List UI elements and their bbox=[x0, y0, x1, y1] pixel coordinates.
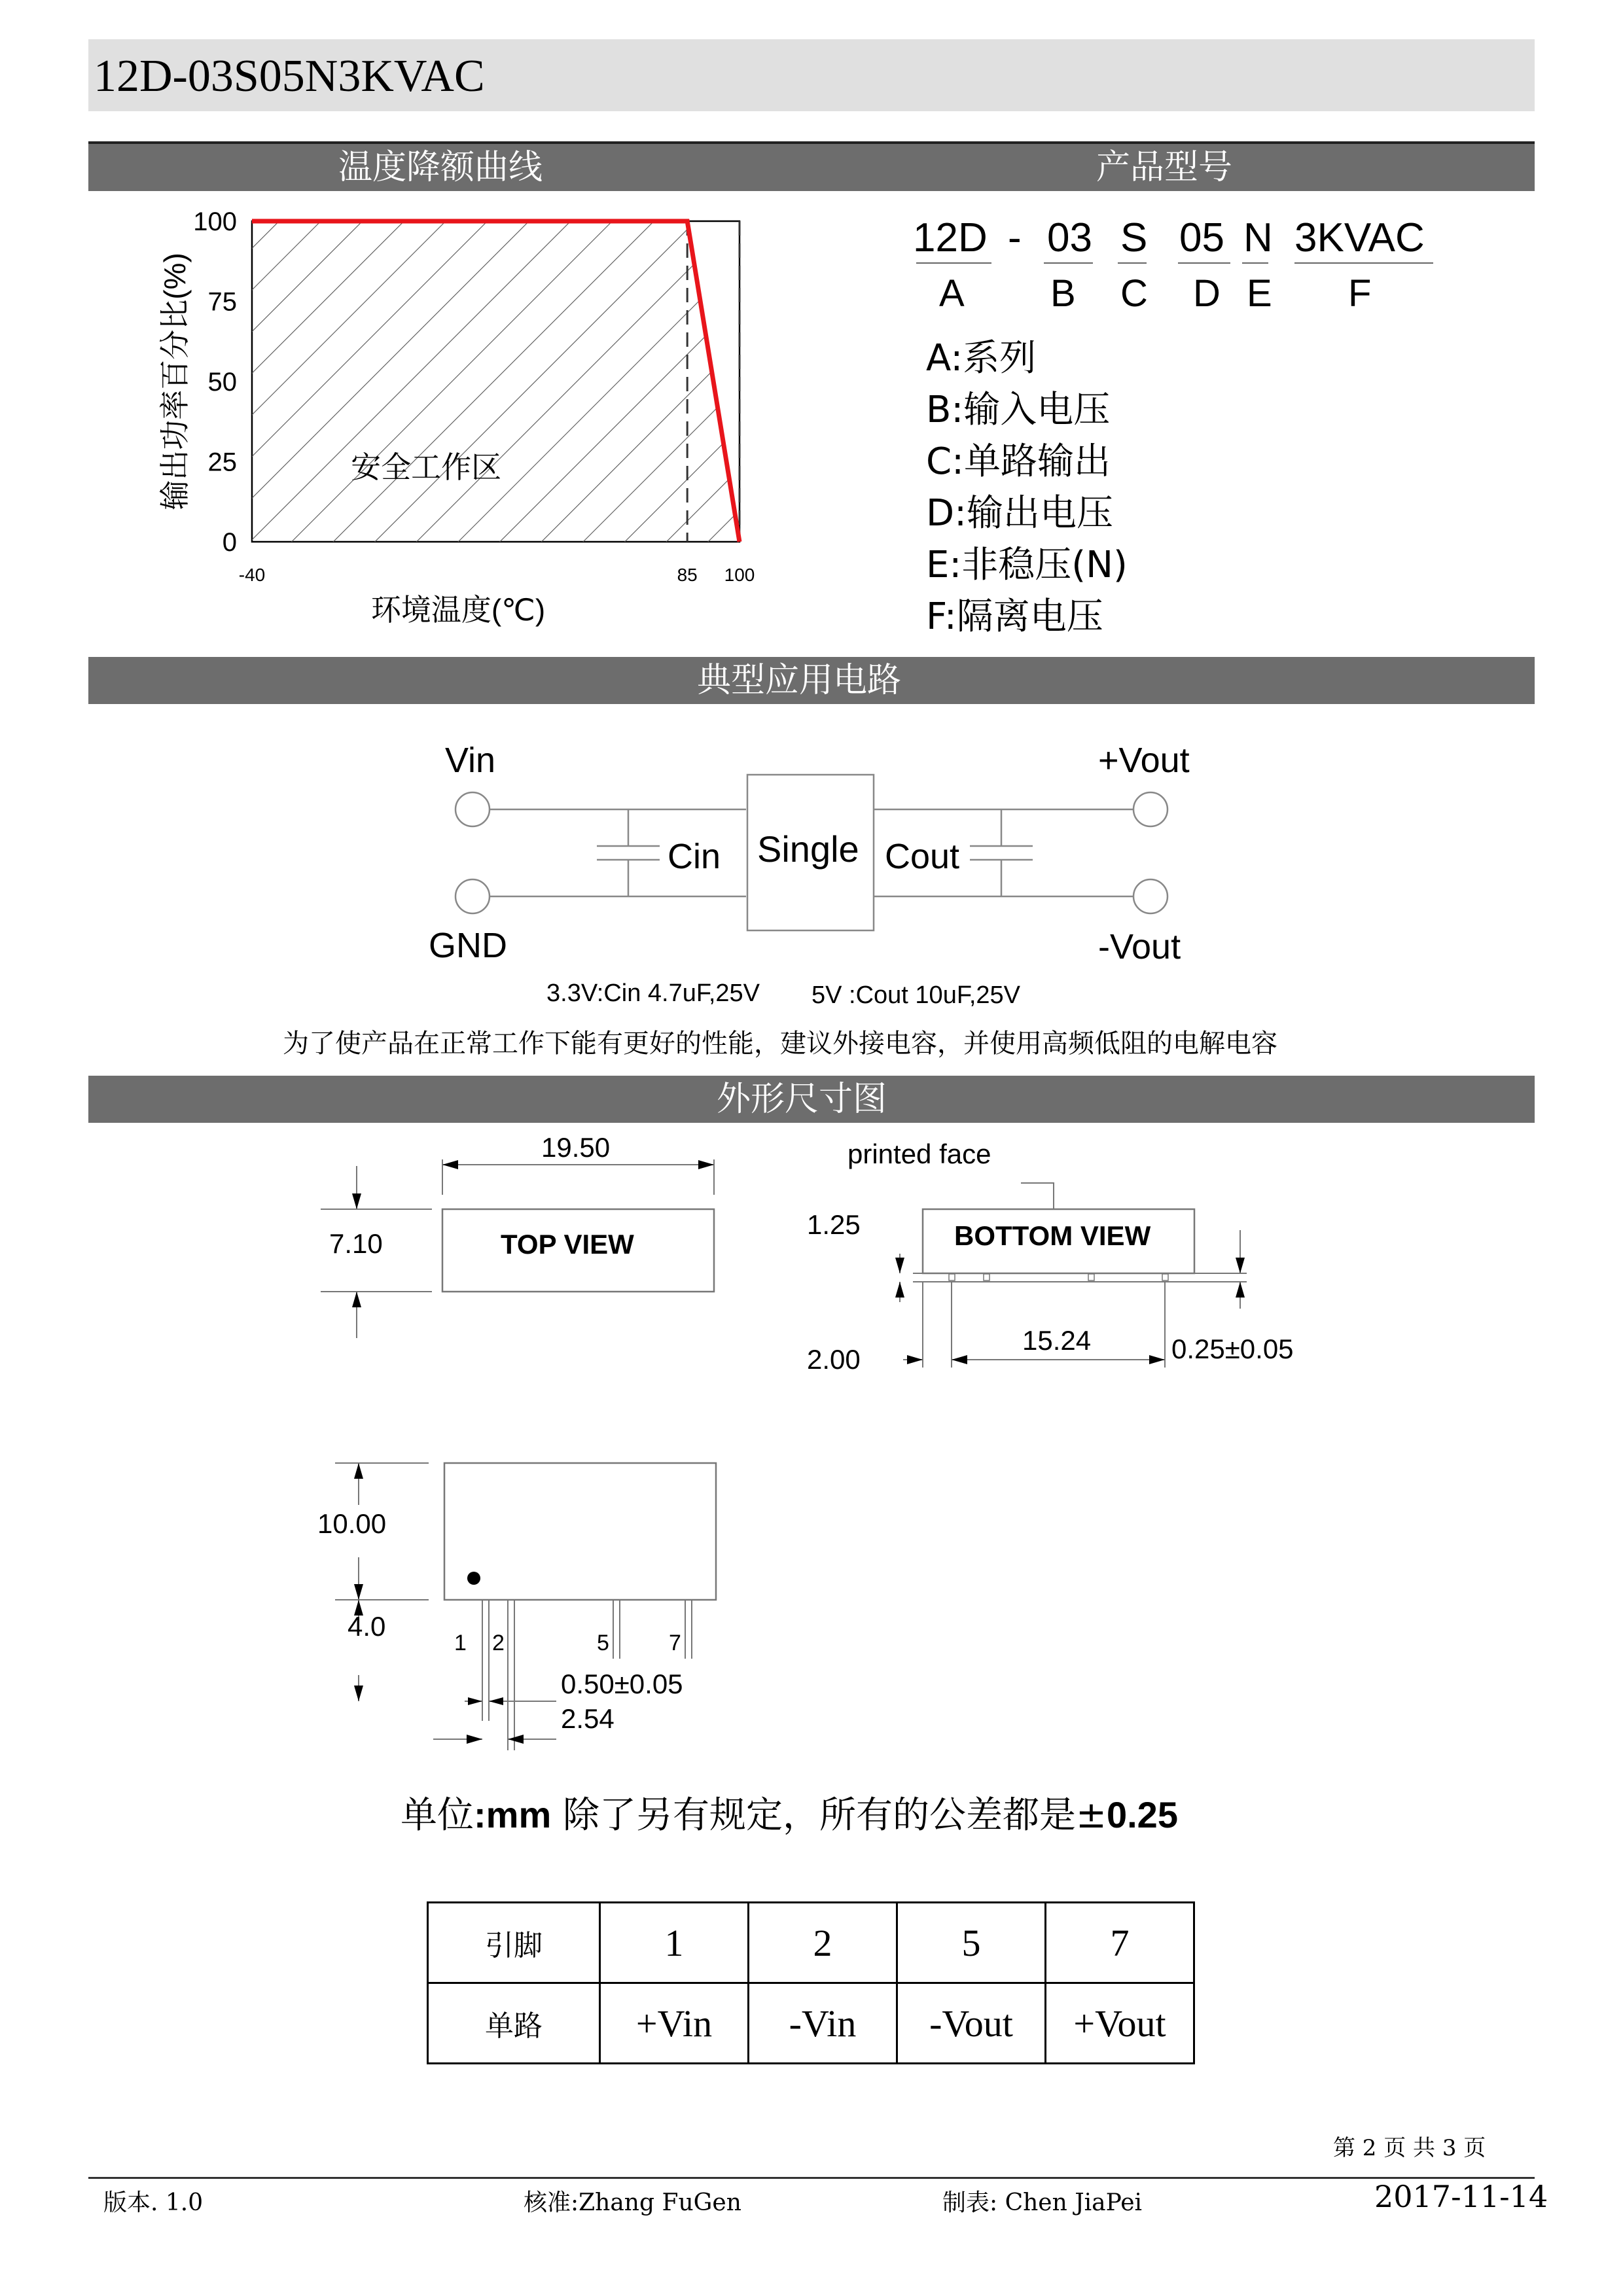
dim-pin-width: 0.50±0.05 bbox=[561, 1669, 683, 1699]
pin-number-5: 5 bbox=[597, 1631, 609, 1655]
model-part-dash: - bbox=[1008, 215, 1022, 260]
unit-mm: :mm bbox=[474, 1794, 552, 1835]
section-title-derating: 温度降额曲线 bbox=[338, 148, 543, 187]
gnd-terminal bbox=[455, 879, 490, 913]
dim-edge: 2.00 bbox=[807, 1344, 861, 1375]
model-legend-A: A:系列 bbox=[926, 337, 1037, 380]
cout-spec: 5V :Cout 10uF,25V bbox=[812, 981, 1020, 1009]
pin-number-7: 7 bbox=[669, 1631, 681, 1655]
derating-chart bbox=[0, 0, 785, 654]
y-axis-label: 输出功率百分比(%) bbox=[158, 253, 192, 510]
dim-standoff: 1.25 bbox=[807, 1209, 861, 1240]
top-view-label: TOP VIEW bbox=[501, 1229, 634, 1260]
pin-number-1: 1 bbox=[454, 1631, 467, 1655]
vin-terminal bbox=[455, 792, 490, 826]
safe-area-hatch bbox=[252, 221, 740, 542]
section-bar-circuit bbox=[88, 657, 1535, 704]
pin-number-2: 2 bbox=[492, 1631, 505, 1655]
side-view-drawing bbox=[335, 1463, 716, 1750]
dim-length: 19.50 bbox=[541, 1132, 611, 1163]
y-tick-label: 0 bbox=[222, 528, 237, 557]
pin-header-label: 引脚 bbox=[428, 1903, 600, 1983]
model-part-F: 3KVAC bbox=[1294, 215, 1425, 260]
table-row bbox=[428, 1903, 1194, 1983]
gnd-label: GND bbox=[429, 926, 507, 965]
x-tick-label: 85 bbox=[677, 565, 698, 585]
model-letter-E: E bbox=[1247, 272, 1272, 315]
y-tick-label: 50 bbox=[207, 368, 237, 397]
dim-pitch-span: 15.24 bbox=[1022, 1325, 1092, 1356]
function-cell: -Vout bbox=[897, 1983, 1046, 2064]
dim-pin-thickness: 0.25±0.05 bbox=[1171, 1333, 1294, 1364]
section-title-dimensions: 外形尺寸图 bbox=[717, 1080, 887, 1119]
vout-neg-label: -Vout bbox=[1098, 927, 1181, 966]
table-row bbox=[428, 1983, 1194, 2064]
bottom-view-label: BOTTOM VIEW bbox=[954, 1220, 1151, 1251]
x-axis-label: 环境温度(℃) bbox=[370, 593, 546, 627]
printed-face-label: printed face bbox=[847, 1139, 991, 1169]
x-tick-label: -40 bbox=[238, 565, 266, 585]
model-letter-F: F bbox=[1348, 272, 1372, 315]
tolerance-note bbox=[401, 1786, 1178, 1839]
pin-cell: 7 bbox=[1046, 1903, 1194, 1983]
cin-capacitor bbox=[597, 809, 660, 896]
unit-prefix: 单位 bbox=[401, 1794, 474, 1837]
cout-label: Cout bbox=[885, 837, 960, 876]
model-legend-C: C:单路输出 bbox=[926, 440, 1111, 483]
footer-divider bbox=[88, 2177, 1535, 2179]
safe-area-label: 安全工作区 bbox=[351, 450, 502, 484]
cout-capacitor bbox=[970, 809, 1033, 896]
page-number: 第 2 页 共 3 页 bbox=[1333, 2135, 1486, 2161]
x-tick-label: 100 bbox=[724, 565, 755, 585]
pin-cell: 5 bbox=[897, 1903, 1046, 1983]
row-label-single: 单路 bbox=[428, 1983, 600, 2064]
document-title: 12D-03S05N3KVAC bbox=[94, 51, 485, 101]
section-title-model: 产品型号 bbox=[1096, 148, 1233, 187]
footer-approved: 核准:Zhang FuGen bbox=[524, 2189, 741, 2216]
footer-date: 2017-11-14 bbox=[1374, 2179, 1548, 2214]
model-part-D: 05 bbox=[1179, 215, 1224, 260]
model-part-B: 03 bbox=[1047, 215, 1092, 260]
model-part-A: 12D bbox=[913, 215, 988, 260]
dim-pin-length: 4.0 bbox=[348, 1611, 386, 1642]
model-part-E: N bbox=[1243, 215, 1273, 260]
capacitor-note: 为了使产品在正常工作下能有更好的性能，建议外接电容，并使用高频低阻的电解电容 bbox=[283, 1029, 1277, 1059]
footer-prepared: 制表: Chen JiaPei bbox=[942, 2189, 1143, 2216]
pin-function-table bbox=[427, 1901, 1195, 2064]
function-cell: +Vin bbox=[600, 1983, 749, 2064]
module-label: Single bbox=[757, 828, 859, 870]
model-part-C: S bbox=[1120, 215, 1148, 260]
function-cell: +Vout bbox=[1046, 1983, 1194, 2064]
model-legend-F: F:隔离电压 bbox=[926, 595, 1103, 638]
vout-pos-terminal bbox=[1133, 792, 1168, 826]
y-tick-label: 75 bbox=[207, 287, 237, 317]
model-underlines bbox=[910, 260, 1446, 267]
pin1-marker-dot bbox=[467, 1572, 480, 1585]
vout-pos-label: +Vout bbox=[1098, 741, 1190, 780]
pin-cell: 2 bbox=[749, 1903, 897, 1983]
y-tick-label: 100 bbox=[193, 207, 237, 236]
model-letter-C: C bbox=[1120, 272, 1148, 315]
section-title-circuit: 典型应用电路 bbox=[697, 661, 902, 700]
pin-cell: 1 bbox=[600, 1903, 749, 1983]
tolerance-text: 除了另有规定，所有的公差都是± bbox=[551, 1794, 1107, 1837]
x-tick-labels bbox=[239, 565, 755, 585]
tolerance-value: 0.25 bbox=[1106, 1794, 1178, 1835]
footer-version: 版本. 1.0 bbox=[103, 2189, 204, 2216]
vin-label: Vin bbox=[445, 741, 496, 780]
y-tick-labels bbox=[193, 207, 237, 557]
model-legend-E: E:非稳压(N) bbox=[926, 544, 1128, 586]
model-letter-D: D bbox=[1193, 272, 1221, 315]
dim-height: 7.10 bbox=[329, 1228, 383, 1259]
function-cell: -Vin bbox=[749, 1983, 897, 2064]
model-legend-D: D:输出电压 bbox=[926, 492, 1113, 535]
dim-body-height: 10.00 bbox=[317, 1508, 387, 1539]
model-legend-B: B:输入电压 bbox=[926, 389, 1111, 431]
cin-spec: 3.3V:Cin 4.7uF,25V bbox=[546, 980, 760, 1007]
y-tick-label: 25 bbox=[207, 448, 237, 477]
cin-label: Cin bbox=[668, 837, 721, 876]
model-letter-B: B bbox=[1050, 272, 1076, 315]
model-letter-A: A bbox=[939, 272, 965, 315]
vout-neg-terminal bbox=[1133, 879, 1168, 913]
dim-pin-pitch: 2.54 bbox=[561, 1703, 615, 1734]
